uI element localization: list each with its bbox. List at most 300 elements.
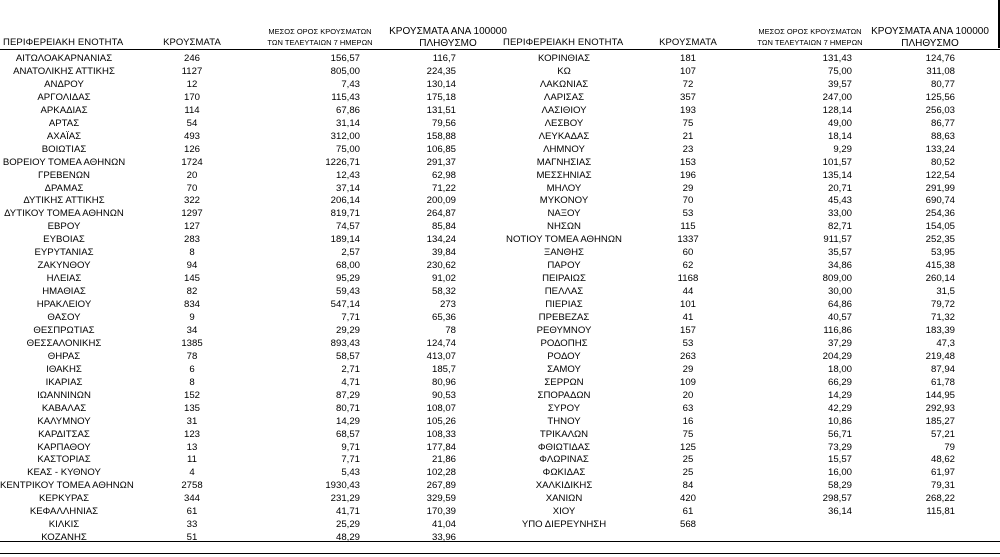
right-cell-avg: 247,00 [822,91,852,103]
right-cell-region: ΚΟΡΙΝΘΙΑΣ [537,53,591,64]
right-cell-region: ΛΗΜΝΟΥ [543,143,585,155]
left-cell-cases: 246 [183,53,200,64]
left-cell-cases: 4 [189,467,195,479]
right-cell-per100k: 415,38 [925,260,955,272]
right-cell-avg: 204,29 [822,350,852,362]
right-cell-avg: 16,00 [827,467,852,479]
right-cell-cases: 72 [682,78,694,90]
right-cell-avg: 37,29 [827,337,852,349]
left-cell-cases: 6 [189,363,195,375]
left-cell-region: ΚΑΣΤΟΡΙΑΣ [37,454,91,466]
left-cell-per100k: 78 [445,324,456,336]
right-cell-per100k: 154,05 [925,221,955,233]
header-cases-right: ΚΡΟΥΣΜΑΤΑ [659,37,717,48]
left-cell-cases: 61 [186,506,198,518]
table-row [0,441,1000,454]
left-cell-avg: 312,00 [330,130,360,142]
left-cell-cases: 322 [183,195,200,207]
right-cell-per100k: 268,22 [925,493,955,505]
table-row [0,207,1000,220]
left-cell-cases: 126 [183,143,200,155]
left-cell-cases: 94 [186,260,198,272]
left-cell-per100k: 106,85 [426,143,456,155]
right-cell-region: ΣΑΜΟΥ [547,363,581,375]
left-cell-avg: 2,57 [341,247,360,259]
table-row [0,505,1000,518]
left-cell-avg: 547,14 [330,299,360,311]
right-cell-cases: 115 [680,221,696,233]
right-cell-avg: 40,57 [827,312,852,323]
left-cell-per100k: 134,24 [426,234,456,246]
left-cell-avg: 29,29 [335,324,360,336]
right-cell-per100k: 260,14 [925,273,955,285]
right-cell-per100k: 185,27 [925,415,955,427]
table-row [0,104,1000,117]
left-cell-region: ΑΝΔΡΟΥ [44,78,84,90]
right-cell-region: ΠΕΙΡΑΙΩΣ [542,273,586,285]
left-cell-region: ΘΕΣΠΡΩΤΙΑΣ [33,324,95,336]
left-cell-per100k: 413,07 [426,350,456,362]
right-cell-per100k: 219,48 [925,350,955,362]
left-cell-avg: 95,29 [335,273,360,285]
table-row [0,363,1000,376]
left-cell-region: ΒΟΙΩΤΙΑΣ [41,143,87,155]
left-cell-per100k: 200,09 [426,195,456,207]
left-cell-avg: 68,00 [335,260,360,272]
right-cell-cases: 157 [679,324,696,336]
right-cell-cases: 263 [679,350,696,362]
right-cell-cases: 153 [679,156,696,168]
left-cell-region: ΔΥΤΙΚΟΥ ΤΟΜΕΑ ΑΘΗΝΩΝ [4,208,124,220]
right-cell-cases: 62 [682,260,694,272]
right-cell-per100k: 53,95 [930,247,955,259]
right-cell-region: ΧΙΟΥ [552,506,576,518]
right-cell-per100k: 115,81 [926,506,955,518]
right-cell-avg: 809,00 [822,273,852,285]
table-row [0,531,1000,544]
right-cell-per100k: 311,08 [926,65,955,77]
right-cell-avg: 42,29 [827,402,852,414]
right-cell-avg: 39,57 [827,78,852,90]
left-cell-per100k: 264,87 [426,208,456,220]
right-cell-region: ΠΡΕΒΕΖΑΣ [538,312,590,323]
left-cell-per100k: 62,98 [431,169,456,181]
right-cell-cases: 107 [679,65,696,77]
right-cell-cases: 16 [682,415,694,427]
left-cell-per100k: 90,53 [431,389,456,401]
left-cell-region: ΑΧΑΪΑΣ [46,130,82,142]
right-cell-per100k: 183,39 [925,324,955,336]
left-cell-cases: 2758 [181,480,203,492]
left-cell-per100k: 58,32 [431,286,456,298]
right-cell-avg: 73,29 [827,441,852,453]
left-cell-region: ΓΡΕΒΕΝΩΝ [38,169,90,181]
header-avg-right-line1: ΜΕΣΟΣ ΟΡΟΣ ΚΡΟΥΣΜΑΤΩΝ [758,27,862,36]
left-cell-cases: 1297 [181,208,203,220]
table-row [0,143,1000,156]
left-cell-region: ΚΕΑΣ - ΚΥΘΝΟΥ [27,467,101,479]
table-row [0,479,1000,492]
left-cell-per100k: 102,28 [426,467,456,479]
right-cell-cases: 196 [679,169,696,181]
left-cell-cases: 31 [186,415,198,427]
right-cell-per100k: 80,52 [930,156,955,168]
left-cell-avg: 80,71 [335,402,360,414]
left-cell-avg: 1226,71 [325,156,360,168]
left-cell-region: ΔΡΑΜΑΣ [44,182,84,194]
right-cell-region: ΠΕΛΛΑΣ [544,286,584,298]
table-row [0,182,1000,195]
table-row [0,272,1000,285]
right-cell-region: ΜΕΣΣΗΝΙΑΣ [536,169,592,181]
table-row [0,518,1000,531]
table-row [0,78,1000,91]
left-cell-region: ΗΛΕΙΑΣ [46,273,82,285]
left-cell-cases: 344 [183,493,200,505]
left-cell-per100k: 85,84 [431,221,456,233]
right-cell-per100k: 79 [944,441,955,453]
left-cell-region: ΔΥΤΙΚΗΣ ΑΤΤΙΚΗΣ [23,195,105,207]
right-cell-region: ΧΑΝΙΩΝ [545,493,583,505]
right-cell-avg: 101,57 [822,156,852,168]
left-cell-region: ΒΟΡΕΙΟΥ ΤΟΜΕΑ ΑΘΗΝΩΝ [2,156,126,168]
left-cell-per100k: 267,89 [426,480,456,492]
table-row [0,324,1000,337]
left-cell-avg: 74,57 [335,221,360,233]
footer-rule-1 [0,541,1000,542]
right-cell-region: ΛΕΥΚΑΔΑΣ [538,130,590,142]
right-cell-region: ΣΠΟΡΑΔΩΝ [537,389,591,401]
left-cell-per100k: 175,18 [426,91,456,103]
left-cell-per100k: 130,14 [426,78,456,90]
left-cell-avg: 58,57 [335,350,360,362]
left-cell-cases: 152 [183,389,200,401]
table-row [0,311,1000,324]
left-cell-cases: 1385 [181,337,203,349]
left-cell-per100k: 273 [439,299,456,311]
left-cell-per100k: 224,35 [426,65,456,77]
right-cell-region: ΜΗΛΟΥ [546,182,582,194]
left-cell-avg: 156,57 [330,53,360,64]
left-cell-cases: 9 [189,312,195,323]
right-cell-region: ΝΗΣΩΝ [547,221,581,233]
left-cell-cases: 834 [183,299,200,311]
right-cell-cases: 1168 [677,273,699,285]
right-cell-per100k: 31,5 [936,286,955,298]
table-row [0,285,1000,298]
right-cell-avg: 15,57 [827,454,852,466]
left-cell-per100k: 91,02 [431,273,456,285]
left-cell-avg: 7,71 [341,312,360,323]
right-cell-cases: 75 [682,117,694,129]
left-cell-avg: 25,29 [335,519,360,531]
right-cell-region: ΠΙΕΡΙΑΣ [545,299,583,311]
right-cell-avg: 9,29 [833,143,852,155]
right-cell-cases: 21 [682,130,694,142]
table-row [0,169,1000,182]
left-cell-avg: 67,86 [335,104,360,116]
right-cell-per100k: 291,99 [925,182,955,194]
left-cell-cases: 20 [186,169,198,181]
left-cell-region: ΕΒΡΟΥ [47,221,81,233]
table-row [0,233,1000,246]
right-cell-per100k: 48,62 [930,454,955,466]
left-cell-region: ΙΚΑΡΙΑΣ [45,376,83,388]
right-cell-per100k: 254,36 [925,208,955,220]
right-cell-per100k: 80,77 [930,78,955,90]
right-cell-avg: 18,00 [827,363,852,375]
left-cell-avg: 9,71 [341,441,360,453]
left-cell-avg: 2,71 [341,363,360,375]
right-cell-region: ΛΑΣΙΘΙΟΥ [541,104,587,116]
right-cell-per100k: 122,54 [925,169,955,181]
left-cell-avg: 7,71 [341,454,360,466]
left-cell-avg: 231,29 [330,493,360,505]
right-cell-cases: 25 [682,467,694,479]
left-cell-per100k: 124,74 [426,337,456,349]
header-divider [0,49,1000,50]
left-cell-per100k: 131,51 [426,104,456,116]
right-cell-per100k: 47,3 [936,337,955,349]
table-row [0,350,1000,363]
left-cell-cases: 114 [184,104,200,116]
right-cell-avg: 128,14 [822,104,852,116]
left-cell-per100k: 105,26 [426,415,456,427]
right-cell-avg: 911,57 [823,234,852,246]
left-cell-cases: 70 [186,182,198,194]
left-cell-per100k: 158,88 [426,130,456,142]
right-cell-per100k: 125,56 [925,91,955,103]
table-row [0,376,1000,389]
right-cell-region: ΝΟΤΙΟΥ ΤΟΜΕΑ ΑΘΗΝΩΝ [506,234,622,246]
left-cell-cases: 135 [183,402,200,414]
right-cell-avg: 14,29 [827,389,852,401]
table-row [0,428,1000,441]
right-cell-per100k: 690,74 [925,195,955,207]
right-cell-region: ΡΕΘΥΜΝΟΥ [536,324,592,336]
right-cell-avg: 58,29 [827,480,852,492]
left-cell-cases: 12 [186,78,198,90]
right-cell-per100k: 71,32 [930,312,955,323]
header-avg-left-line1: ΜΕΣΟΣ ΟΡΟΣ ΚΡΟΥΣΜΑΤΩΝ [268,27,372,36]
right-cell-cases: 181 [679,53,696,64]
right-cell-avg: 49,00 [827,117,852,129]
right-cell-per100k: 87,94 [930,363,955,375]
left-cell-per100k: 108,33 [426,428,456,440]
table-row [0,337,1000,350]
left-cell-cases: 13 [186,441,198,453]
table-row [0,91,1000,104]
right-cell-avg: 33,00 [827,208,852,220]
right-cell-per100k: 124,76 [925,53,955,64]
left-cell-avg: 5,43 [341,467,360,479]
left-cell-per100k: 230,62 [426,260,456,272]
right-cell-region: ΜΑΓΝΗΣΙΑΣ [536,156,592,168]
left-cell-region: ΙΘΑΚΗΣ [46,363,82,375]
left-cell-avg: 12,43 [335,169,360,181]
right-cell-cases: 70 [682,195,694,207]
left-cell-cases: 51 [186,532,198,544]
left-cell-region: ΚΕΡΚΥΡΑΣ [38,493,89,505]
right-cell-avg: 35,57 [827,247,852,259]
right-cell-cases: 63 [682,402,694,414]
right-cell-region: ΚΩ [557,65,571,77]
left-cell-avg: 59,43 [335,286,360,298]
table-row [0,402,1000,415]
left-cell-region: ΚΑΡΠΑΘΟΥ [37,441,91,453]
left-cell-cases: 493 [183,130,200,142]
right-cell-per100k: 86,77 [930,117,955,129]
right-cell-region: ΧΑΛΚΙΔΙΚΗΣ [535,480,593,492]
right-cell-avg: 30,00 [827,286,852,298]
right-cell-avg: 36,14 [827,506,852,518]
left-cell-region: ΑΝΑΤΟΛΙΚΗΣ ΑΤΤΙΚΗΣ [13,65,115,77]
right-cell-per100k: 144,95 [925,389,955,401]
left-cell-per100k: 71,22 [431,182,456,194]
right-cell-per100k: 88,63 [930,130,955,142]
left-cell-per100k: 39,84 [431,247,456,259]
right-cell-region: ΞΑΝΘΗΣ [544,247,584,259]
header-per100k-right-line1: ΚΡΟΥΣΜΑΤΑ ΑΝΑ 100000 [871,26,989,37]
left-cell-avg: 189,14 [330,234,360,246]
table-row [0,415,1000,428]
header-avg-left-line2: ΤΩΝ ΤΕΛΕΥΤΑΙΩΝ 7 ΗΜΕΡΩΝ [267,38,373,47]
left-cell-per100k: 291,37 [426,156,456,168]
left-cell-region: ΚΑΛΥΜΝΟΥ [37,415,91,427]
left-cell-avg: 31,14 [335,117,360,129]
right-cell-cases: 109 [679,376,696,388]
left-cell-region: ΚΙΛΚΙΣ [48,519,80,531]
left-cell-per100k: 108,07 [426,402,456,414]
left-cell-avg: 41,71 [335,506,360,518]
right-cell-avg: 82,71 [827,221,852,233]
right-cell-region: ΣΥΡΟΥ [547,402,581,414]
left-cell-region: ΑΡΤΑΣ [48,117,80,129]
table-row [0,298,1000,311]
header-region-left: ΠΕΡΙΦΕΡΕΙΑΚΗ ΕΝΟΤΗΤΑ [3,37,124,48]
table-row [0,453,1000,466]
right-cell-cases: 420 [679,493,696,505]
header-per100k-left-line1: ΚΡΟΥΣΜΑΤΑ ΑΝΑ 100000 [389,26,507,37]
left-cell-avg: 819,71 [330,208,360,220]
right-cell-cases: 193 [679,104,696,116]
left-cell-per100k: 21,86 [431,454,456,466]
right-cell-cases: 84 [682,480,694,492]
right-cell-cases: 101 [679,299,696,311]
left-cell-avg: 14,29 [335,415,360,427]
left-cell-region: ΙΩΑΝΝΙΝΩΝ [37,389,91,401]
right-cell-per100k: 133,24 [925,143,955,155]
left-cell-region: ΑΡΓΟΛΙΔΑΣ [37,91,91,103]
header-per100k-right-line2: ΠΛΗΘΥΣΜΟ [901,38,959,49]
left-cell-region: ΑΙΤΩΛΟΑΚΑΡΝΑΝΙΑΣ [15,53,113,64]
right-cell-region: ΥΠΟ ΔΙΕΡΕΥΝΗΣΗ [521,519,607,531]
left-cell-region: ΚΟΖΑΝΗΣ [41,532,87,544]
right-cell-avg: 131,43 [822,53,852,64]
right-cell-region: ΡΟΔΟΥ [547,350,581,362]
right-cell-region: ΦΩΚΙΔΑΣ [542,467,586,479]
left-cell-per100k: 41,04 [431,519,456,531]
table-row [0,246,1000,259]
right-cell-cases: 29 [682,182,694,194]
left-cell-cases: 127 [183,221,200,233]
right-cell-per100k: 61,97 [930,467,955,479]
right-cell-cases: 53 [682,208,694,220]
left-cell-cases: 283 [183,234,200,246]
table-row [0,156,1000,169]
right-cell-avg: 298,57 [822,493,852,505]
left-cell-avg: 206,14 [330,195,360,207]
right-cell-cases: 60 [682,247,694,259]
right-cell-cases: 53 [682,337,694,349]
right-cell-cases: 357 [679,91,696,103]
table-row [0,52,1000,65]
right-cell-avg: 75,00 [827,65,852,77]
left-cell-cases: 11 [187,454,197,466]
left-cell-per100k: 185,7 [431,363,456,375]
left-cell-avg: 75,00 [335,143,360,155]
left-cell-per100k: 33,96 [431,532,456,544]
right-cell-per100k: 256,03 [925,104,955,116]
right-cell-region: ΣΕΡΡΩΝ [544,376,584,388]
left-cell-per100k: 170,39 [426,506,456,518]
right-cell-avg: 64,86 [827,299,852,311]
right-cell-per100k: 79,31 [930,480,955,492]
table-row [0,259,1000,272]
right-cell-avg: 45,43 [827,195,852,207]
right-cell-cases: 568 [679,519,696,531]
right-cell-cases: 20 [682,389,694,401]
left-cell-per100k: 79,56 [431,117,456,129]
left-cell-avg: 7,43 [341,78,360,90]
left-cell-avg: 37,14 [335,182,360,194]
right-cell-region: ΤΗΝΟΥ [547,415,581,427]
left-cell-cases: 8 [189,376,195,388]
left-cell-cases: 82 [186,286,198,298]
left-cell-region: ΗΡΑΚΛΕΙΟΥ [36,299,92,311]
left-cell-avg: 1930,43 [325,480,360,492]
left-cell-cases: 54 [186,117,198,129]
left-cell-region: ΑΡΚΑΔΙΑΣ [40,104,88,116]
left-cell-avg: 805,00 [330,65,360,77]
left-cell-per100k: 177,84 [426,441,456,453]
left-cell-avg: 48,29 [335,532,360,544]
left-cell-avg: 893,43 [330,337,360,349]
right-cell-cases: 44 [682,286,694,298]
table-row [0,194,1000,207]
left-cell-avg: 4,71 [341,376,360,388]
left-cell-region: ΚΕΝΤΡΙΚΟΥ ΤΟΜΕΑ ΑΘΗΝΩΝ [0,480,134,492]
left-cell-region: ΚΑΡΔΙΤΣΑΣ [38,428,90,440]
right-cell-per100k: 292,93 [925,402,955,414]
right-cell-per100k: 79,72 [930,299,955,311]
right-cell-cases: 29 [682,363,694,375]
right-cell-cases: 61 [682,506,694,518]
left-cell-per100k: 80,96 [431,376,456,388]
left-cell-region: ΖΑΚΥΝΘΟΥ [37,260,91,272]
left-cell-region: ΘΑΣΟΥ [47,312,81,323]
right-cell-cases: 23 [682,143,694,155]
right-cell-region: ΛΑΚΩΝΙΑΣ [539,78,589,90]
right-cell-avg: 66,29 [827,376,852,388]
left-cell-region: ΘΗΡΑΣ [47,350,81,362]
left-cell-cases: 78 [186,350,198,362]
right-cell-cases: 41 [682,312,694,323]
right-cell-per100k: 252,35 [925,234,955,246]
left-cell-cases: 1724 [181,156,203,168]
right-cell-per100k: 57,21 [930,428,955,440]
header-region-right: ΠΕΡΙΦΕΡΕΙΑΚΗ ΕΝΟΤΗΤΑ [503,37,624,48]
